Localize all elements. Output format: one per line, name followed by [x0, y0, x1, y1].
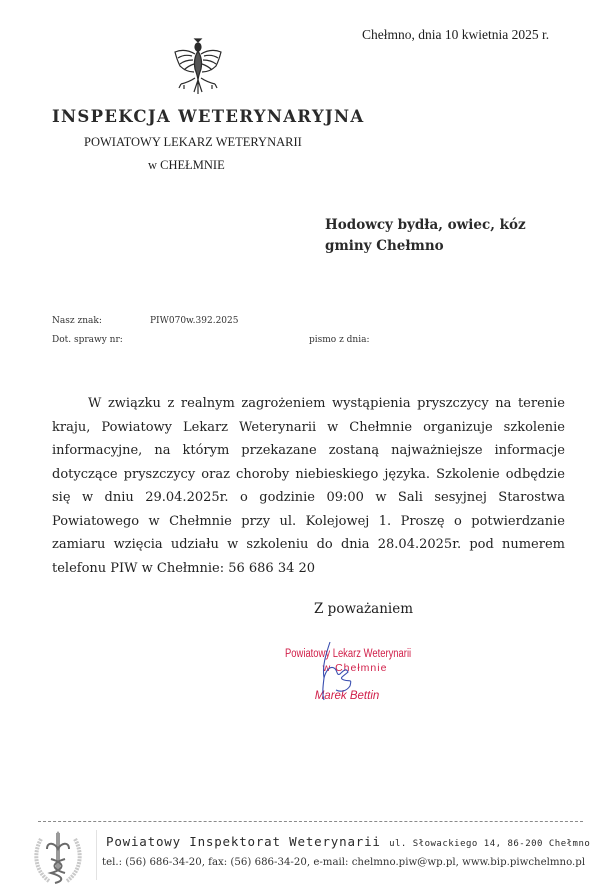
- footer-divider: [96, 830, 97, 880]
- official-stamp: [285, 648, 455, 702]
- footer-separator: [38, 821, 583, 822]
- recipient-line: gminy Chełmno: [325, 238, 444, 254]
- institution-name: INSPEKCJA WETERYNARYJNA: [52, 107, 365, 126]
- case-number-label: Dot. sprawy nr:: [52, 335, 123, 345]
- letter-date-label: pismo z dnia:: [309, 335, 370, 345]
- body-paragraph: W związku z realnym zagrożeniem wystąpienia pryszczycy na terenie kraju, Powiatowy Lekarz Weterynarii w Chełmnie organizuje szkolenie informacyjne, na którym przekazane zostaną najważniejsze informacje dotyczące pryszczycy oraz choroby niebieskiego języka. Szkolenie odbędzie się w dniu 29.04.2025r. o godzinie 09:00 w Sali sesyjnej Starostwa Powiatowego w Chełmnie przy ul. Kolejowej 1. Proszę o potwierdzanie zamiaru wzięcia udziału w szkoleniu do dnia 28.04.2025r. pod numerem telefonu PIW w Chełmnie: 56 686 34 20: [52, 396, 565, 576]
- footer-contact: tel.: (56) 686-34-20, fax: (56) 686-34-20, e-mail: chelmno.piw@wp.pl, www.bip.piwchelmno.pl: [102, 857, 586, 868]
- polish-eagle-emblem-icon: [168, 36, 228, 98]
- recipient-block: [325, 215, 526, 257]
- office-name: POWIATOWY LEKARZ WETERYNARII: [84, 135, 302, 149]
- office-location: w CHEŁMNIE: [148, 158, 225, 172]
- handwritten-signature: [316, 640, 366, 704]
- our-reference-value: PIW070w.392.2025: [150, 316, 239, 326]
- letter-body: [52, 392, 565, 580]
- stamp-title: Powiatowy Lekarz Weterynarii: [285, 648, 412, 660]
- closing-salutation: Z poważaniem: [314, 601, 414, 617]
- footer-org-name: Powiatowy Inspektorat Weterynarii: [106, 834, 381, 849]
- footer-org-line: [106, 834, 590, 849]
- place-and-date: Chełmno, dnia 10 kwietnia 2025 r.: [362, 27, 550, 42]
- footer-address: ul. Słowackiego 14, 86-200 Chełmno: [389, 839, 591, 849]
- stamp-location: w Chełmnie: [322, 662, 388, 674]
- caduceus-emblem-icon: [33, 829, 83, 884]
- our-reference-label: Nasz znak:: [52, 316, 102, 326]
- recipient-line: Hodowcy bydła, owiec, kóz: [325, 217, 526, 233]
- stamp-name: Marek Bettin: [314, 690, 380, 702]
